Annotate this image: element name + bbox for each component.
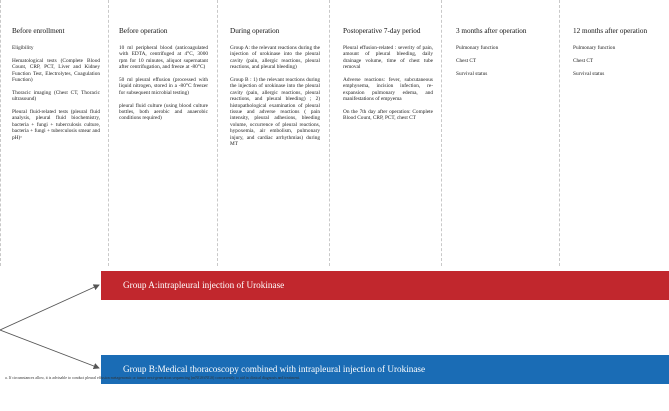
column-item: Pulmonary function bbox=[573, 45, 616, 51]
timeline-column-during-operation bbox=[217, 0, 329, 266]
timeline-column-12-months bbox=[559, 0, 669, 266]
column-header: Before enrollment bbox=[12, 27, 65, 35]
column-item: Chest CT bbox=[456, 57, 477, 64]
timeline-column-before-operation bbox=[108, 0, 217, 266]
group-a-label: Group A:intrapleural injection of Urokinase bbox=[123, 280, 285, 290]
column-item: Eligibility bbox=[12, 45, 34, 51]
column-item: Survival status bbox=[573, 70, 605, 77]
group-a-bar bbox=[101, 271, 669, 300]
arrow-to-group-b bbox=[0, 330, 99, 368]
column-item: pleural fluid culture (using blood culture bottles, both aerobic and anaerobic conditions required) bbox=[119, 102, 208, 122]
column-item: Pulmonary function bbox=[456, 45, 499, 51]
footnote: a. If circumstances allow, it is advisable to conduct pleural effusion metagenomic or tumor next-generation sequencing (mNGS/tNGS) concurrently to aid in clinical diagnosis and treatment. bbox=[5, 376, 300, 380]
column-item: Thoracic imaging (Chest CT, Thoracic ultrasound) bbox=[12, 89, 100, 103]
column-header: 3 months after operation bbox=[456, 27, 527, 35]
column-item: Group B : 1) the relevant reactions during the injection of urokinase into the pleural cavity (pain, allergic reactions, pleural reactions, and pleural bleeding) ; 2) histopathological examination of pleural tissue and adverse reactions ( pain intensity, pleural adhesions, bleeding volume, occurrence of pleural reactions, hypoxemia, air embolism, pulmonary injury, and cardiac arrhythmias) during MT bbox=[230, 77, 320, 148]
column-header: Postoperative 7-day period bbox=[343, 27, 421, 35]
column-item: Chest CT bbox=[573, 57, 594, 64]
column-item: Pleural effusion-related : severity of pain, amount of pleural bleeding, daily drainage volume, time of chest tube removal bbox=[343, 45, 433, 71]
group-b-label: Group B:Medical thoracoscopy combined with intrapleural injection of Urokinase bbox=[123, 364, 426, 374]
column-item: Survival status bbox=[456, 70, 488, 77]
column-item: Pleural fluid-related tests (pleural fluid analysis, pleural fluid biochemistry, bacteria + fungi + tuberculosis culture, bacteria + fungi + tuberculosis smear and pH)ᵃ bbox=[12, 109, 100, 141]
timeline-column-3-months bbox=[441, 0, 559, 266]
column-item: Group A: the relevant reactions during the injection of urokinase into the pleural cavity (pain, allergic reactions, pleural reactions, and pleural bleeding) bbox=[230, 45, 320, 71]
timeline-column-before-enrollment bbox=[0, 0, 108, 266]
column-header: During operation bbox=[230, 27, 280, 35]
column-item: Adverse reactions: fever, subcutaneous emphysema, incision infection, re-expansion pulmonary edema, and manifestations of empyema bbox=[343, 77, 433, 103]
column-header: Before operation bbox=[119, 27, 168, 35]
column-header: 12 months after operation bbox=[573, 27, 648, 35]
column-item: 50 ml pleural effusion (processed with liquid nitrogen, stored in a -80°C freezer for subsequent microbial testing) bbox=[119, 77, 208, 96]
arrow-to-group-a bbox=[0, 285, 99, 330]
column-item: Hematological tests (Complete Blood Count, CRP, PCT, Liver and Kidney Function Test, Electrolytes, Coagulation Function) bbox=[12, 57, 100, 84]
timeline-column-postoperative bbox=[329, 0, 441, 266]
column-item: On the 7th day after operation: Complete Blood Count, CRP, PCT, chest CT bbox=[343, 109, 433, 122]
branch-arrows bbox=[0, 270, 110, 370]
column-item: 10 ml peripheral blood (anticoagulated with EDTA, centrifuged at 4°C, 3000 rpm for 10 minutes, aliquot supernatant after centrifugation, and freeze at -80°C) bbox=[119, 45, 208, 71]
